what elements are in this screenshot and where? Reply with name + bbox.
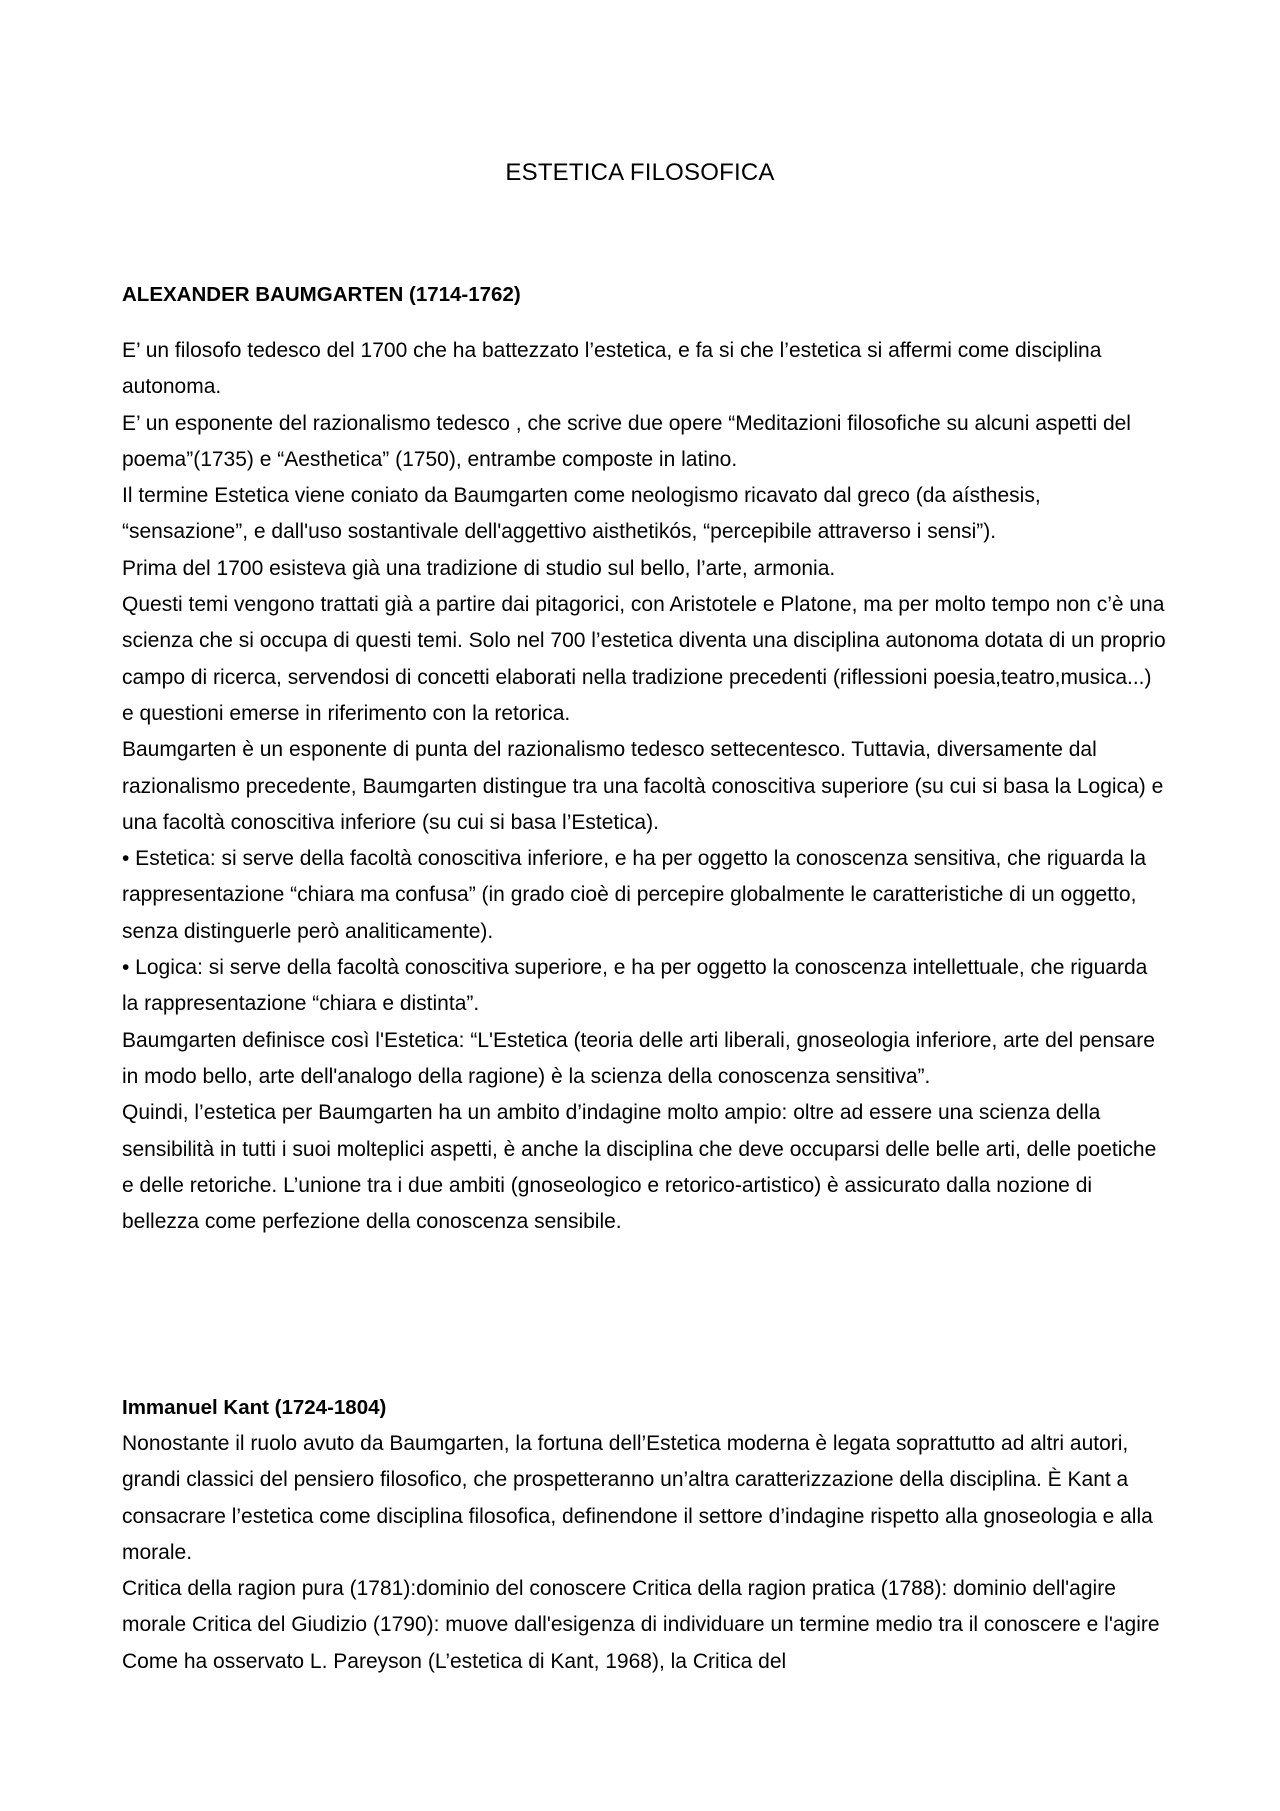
paragraph: Nonostante il ruolo avuto da Baumgarten, la fortuna dell’Estetica moderna è legata soprattutto ad altri autori, grandi classici del pensiero filosofico, che prospetteranno un’altra caratterizzazione della disciplina. È Kant a consacrare l’estetica come disciplina filosofica, definendone il settore d’indagine rispetto alla gnoseologia e alla morale. [122, 1432, 1153, 1564]
paragraph: E’ un esponente del razionalismo tedesco , che scrive due opere “Meditazioni filosofiche su alcuni aspetti del poema”(1735) e “Aesthetica” (1750), entrambe composte in latino. [122, 411, 1131, 471]
bullet-item-logica: • Logica: si serve della facoltà conoscitiva superiore, e ha per oggetto la conoscenza intellettuale, che riguarda la rappresentazione “chiara e distinta”. [122, 956, 1148, 1016]
section-heading: ALEXANDER BAUMGARTEN (1714-1762) [122, 283, 521, 306]
section-kant [122, 1390, 1167, 1680]
paragraph: Critica della ragion pura (1781):dominio del conoscere Critica della ragion pratica (1788): dominio dell'agire morale Critica del Giudizio (1790): muove dall'esigenza di individuare un termine medio tra il conoscere e l'agire Come ha osservato L. Pareyson (L’estetica di Kant, 1968), la Critica del [122, 1577, 1160, 1673]
paragraph: Prima del 1700 esisteva già una tradizione di studio sul bello, l’arte, armonia. [122, 556, 836, 580]
paragraph: E’ un filosofo tedesco del 1700 che ha battezzato l’estetica, e fa si che l’estetica si affermi come disciplina autonoma. [122, 339, 1102, 399]
paragraph: Questi temi vengono trattati già a partire dai pitagorici, con Aristotele e Platone, ma per molto tempo non c’è una scienza che si occupa di questi temi. Solo nel 700 l’estetica diventa una disciplina autonoma dotata di un proprio campo di ricerca, servendosi di concetti elaborati nella tradizione precedenti (riflessioni poesia,teatro,musica...) e questioni emerse in riferimento con la retorica. [122, 593, 1166, 725]
bullet-item-estetica: • Estetica: si serve della facoltà conoscitiva inferiore, e ha per oggetto la conoscenza sensitiva, che riguarda la rappresentazione “chiara ma confusa” (in grado cioè di percepire globalmente le caratteristiche di un oggetto, senza distinguerle però analiticamente). [122, 847, 1147, 943]
paragraph: Il termine Estetica viene coniato da Baumgarten come neologismo ricavato dal greco (da aísthesis, “sensazione”, e dall'uso sostantivale dell'aggettivo aisthetikós, “percepibile attraverso i sensi”). [122, 484, 1041, 544]
paragraph: Baumgarten è un esponente di punta del razionalismo tedesco settecentesco. Tuttavia, diversamente dal razionalismo precedente, Baumgarten distingue tra una facoltà conoscitiva superiore (su cui si basa la Logica) e una facoltà conoscitiva inferiore (su cui si basa l’Estetica). [122, 738, 1164, 834]
paragraph: Baumgarten definisce così l'Estetica: “L'Estetica (teoria delle arti liberali, gnoseologia inferiore, arte del pensare in modo bello, arte dell'analogo della ragione) è la scienza della conoscenza sensitiva”. [122, 1028, 1155, 1088]
section-heading: Immanuel Kant (1724-1804) [122, 1396, 387, 1419]
paragraph: Quindi, l’estetica per Baumgarten ha un ambito d’indagine molto ampio: oltre ad essere una scienza della sensibilità in tutti i suoi molteplici aspetti, è anche la disciplina che deve occuparsi delle belle arti, delle poetiche e delle retoriche. L’unione tra i due ambiti (gnoseologico e retorico-artistico) è assicurato dalla nozione di bellezza come perfezione della conoscenza sensibile. [122, 1101, 1157, 1234]
section-baumgarten [122, 277, 1167, 1240]
document-title: ESTETICA FILOSOFICA [505, 159, 775, 186]
